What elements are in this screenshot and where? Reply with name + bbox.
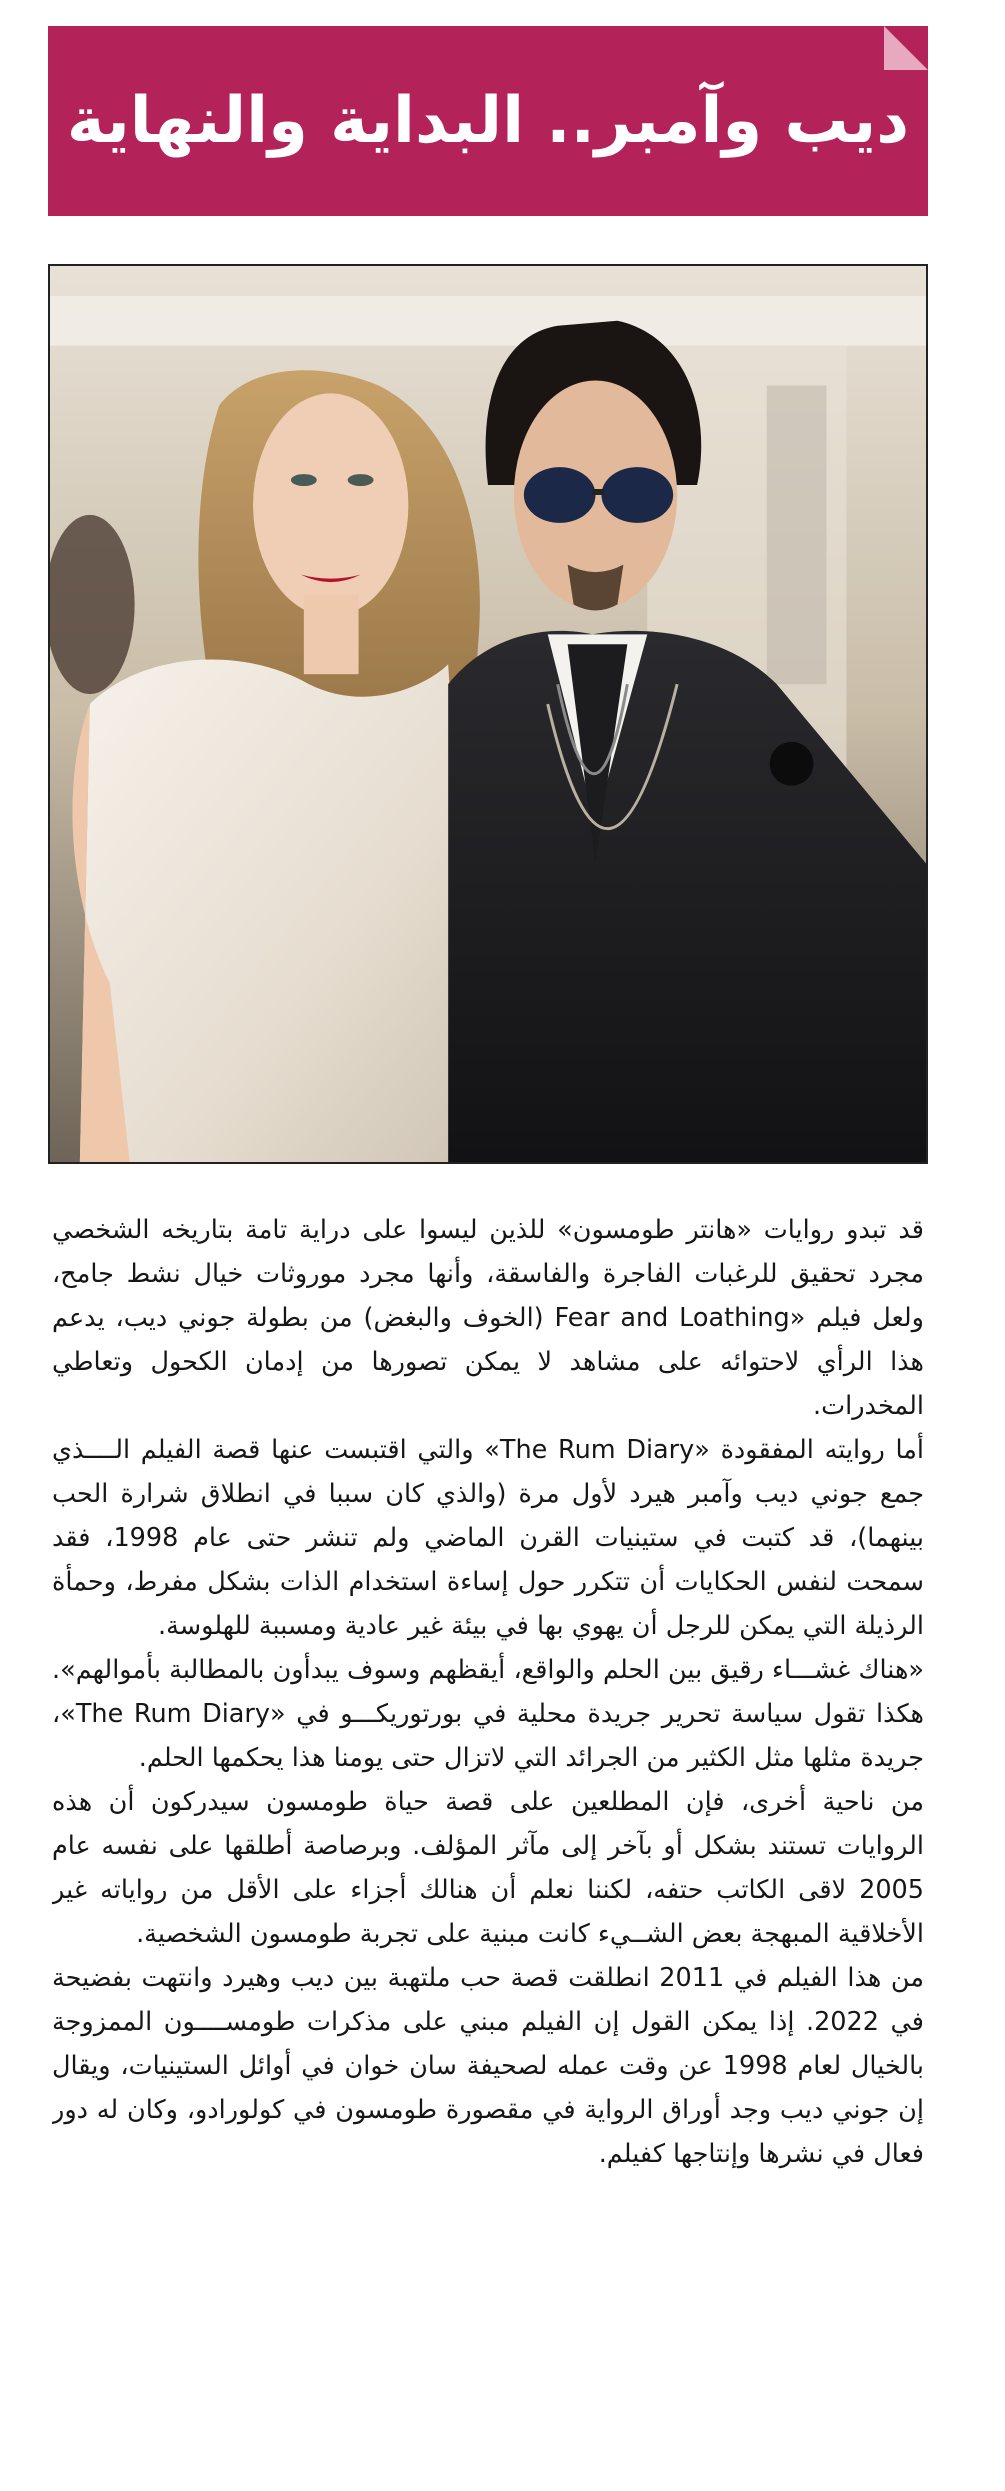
article-paragraph: أما روايته المفقودة «The Rum Diary» والتي اقتبست عنها قصة الفيلم الــــذي جمع جوني ديب وآمبر هيرد لأول مرة (والذي كان سببا في انطلاق شرارة الحب بينهما)، قد كتبت في ستينيات القرن الماضي ولم تنشر حتى عام 1998، فقد سمحت لنفس الحكايات أن تتكرر حول إساءة استخدام الذات بشكل مفرط، وحمأة الرذيلة التي يمكن للرجل أن يهوي بها في بيئة غير عادية ومسببة للهلوسة.	[52, 1435, 924, 1641]
article-photo	[48, 264, 928, 1164]
article-body	[52, 1208, 924, 2458]
article-paragraph: من ناحية أخرى، فإن المطلعين على قصة حياة طومسون سيدركون أن هذه الروايات تستند بشكل أو بآخر إلى مآثر المؤلف. وبرصاصة أطلقها على نفسه عام 2005 لاقى الكاتب حتفه، لكننا نعلم أن هنالك أجزاء على الأقل من رواياته غير الأخلاقية المبهجة بعض الشــيء كانت مبنية على تجربة طومسون الشخصية.	[52, 1787, 924, 1949]
headline: ديب وآمبر.. البداية والنهاية	[66, 84, 910, 158]
page-fold-corner	[884, 26, 928, 70]
article-paragraph: «هناك غشـــاء رقيق بين الحلم والواقع، أيقظهم وسوف يبدأون بالمطالبة بأموالهم». هكذا تقول سياسة تحرير جريدة محلية في بورتوريكـــو في «The Rum Diary»، جريدة مثلها مثل الكثير من الجرائد التي لاتزال حتى يومنا هذا يحكمها الحلم.	[52, 1655, 924, 1773]
headline-banner	[48, 26, 928, 216]
couple-photo-icon	[50, 266, 926, 1162]
article-paragraph: قد تبدو روايات «هانتر طومسون» للذين ليسوا على دراية تامة بتاريخه الشخصي مجرد تحقيق للرغبات الفاجرة والفاسقة، وأنها مجرد موروثات خيال نشط جامح، ولعل فيلم «Fear and Loathing (الخوف والبغض) من بطولة جوني ديب، يدعم هذا الرأي لاحتوائه على مشاهد لا يمكن تصورها من إدمان الكحول وتعاطي المخدرات.	[52, 1215, 924, 1421]
article-paragraph: من هذا الفيلم في 2011 انطلقت قصة حب ملتهبة بين ديب وهيرد وانتهت بفضيحة في 2022. إذا يمكن القول إن الفيلم مبني على مذكرات طومســــون الممزوجة بالخيال لعام 1998 عن وقت عمله لصحيفة سان خوان في أوائل الستينيات، ويقال إن جوني ديب وجد أوراق الرواية في مقصورة طومسون في كولورادو، وكان له دور فعال في نشرها وإنتاجها كفيلم.	[52, 1963, 924, 2169]
